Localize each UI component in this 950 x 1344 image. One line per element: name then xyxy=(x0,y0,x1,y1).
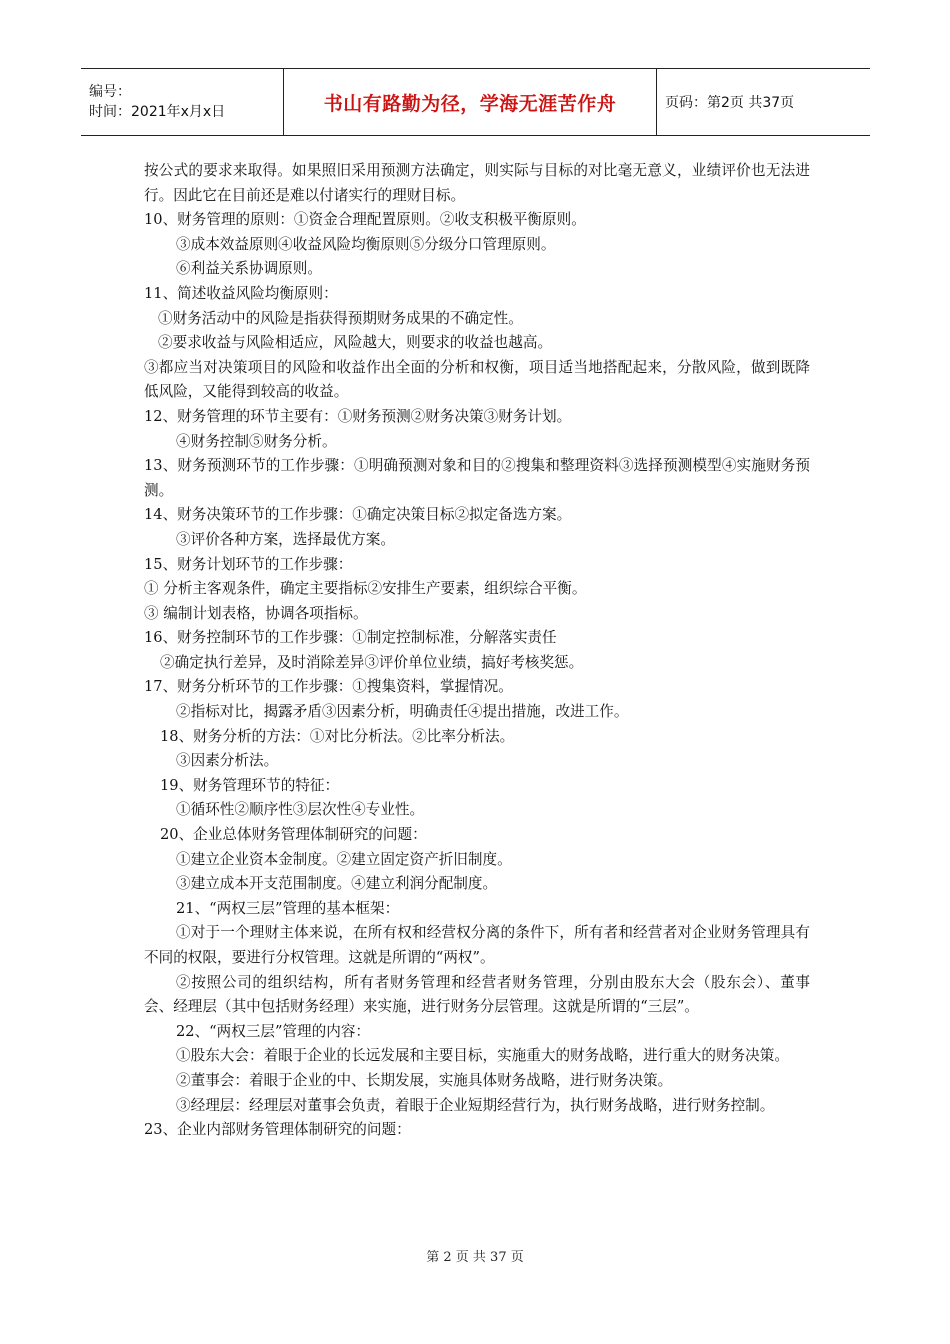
text-line: ①股东大会：着眼于企业的长远发展和主要目标，实施重大的财务战略，进行重大的财务决策。 xyxy=(176,1047,789,1065)
text-line: ③都应当对决策项目的风险和收益作出全面的分析和权衡，项目适当地搭配起来，分散风险，做到既降低风险，又能得到较高的收益。 xyxy=(144,358,810,401)
text-line: 22、“两权三层”管理的内容： xyxy=(176,1022,371,1040)
header-right-cell xyxy=(657,69,870,135)
header-left-cell xyxy=(81,69,283,135)
text-line: 23、企业内部财务管理体制研究的问题： xyxy=(144,1121,411,1139)
page-info: 页码：第2页 共37页 xyxy=(665,95,795,111)
text-line: ③经理层：经理层对董事会负责，着眼于企业短期经营行为，执行财务战略，进行财务控制。 xyxy=(176,1096,775,1114)
text-line: ②指标对比，揭露矛盾③因素分析，明确责任④提出措施，改进工作。 xyxy=(176,703,629,721)
text-line: 20、企业总体财务管理体制研究的问题： xyxy=(160,826,427,844)
text-line: ①财务活动中的风险是指获得预期财务成果的不确定性。 xyxy=(158,309,523,327)
text-line: 10、财务管理的原则：①资金合理配置原则。②收支积极平衡原则。 xyxy=(144,211,586,229)
text-line: ③因素分析法。 xyxy=(176,752,279,770)
text-line: ③成本效益原则④收益风险均衡原则⑤分级分口管理原则。 xyxy=(176,235,556,253)
text-line: 12、财务管理的环节主要有：①财务预测②财务决策③财务计划。 xyxy=(144,407,572,425)
text-line: ①循环性②顺序性③层次性④专业性。 xyxy=(176,801,425,819)
header-middle-cell xyxy=(283,69,657,135)
text-line: ③ 编制计划表格，协调各项指标。 xyxy=(144,604,368,622)
text-line: ④财务控制⑤财务分析。 xyxy=(176,432,337,450)
text-line: 21、“两权三层”管理的基本框架： xyxy=(176,899,400,917)
text-line: 15、财务计划环节的工作步骤： xyxy=(144,555,353,573)
text-line: 11、简述收益风险均衡原则： xyxy=(144,284,338,302)
text-line: ②按照公司的组织结构，所有者财务管理和经营者财务管理，分别由股东大会（股东会）、董事会、经理层（其中包括财务经理）来实施，进行财务分层管理。这就是所谓的“三层”。 xyxy=(144,973,810,1016)
text-line: 19、财务管理环节的特征： xyxy=(160,776,340,794)
time-label: 时间：2021年x月x日 xyxy=(89,104,226,120)
text-line: ③建立成本开支范围制度。④建立利润分配制度。 xyxy=(176,875,498,893)
text-line: ②确定执行差异，及时消除差异③评价单位业绩，搞好考核奖惩。 xyxy=(160,653,584,671)
text-line: 16、财务控制环节的工作步骤：①制定控制标准，分解落实责任 xyxy=(144,629,557,647)
text-line: ②董事会：着眼于企业的中、长期发展，实施具体财务战略，进行财务决策。 xyxy=(176,1071,673,1089)
text-line: 14、财务决策环节的工作步骤：①确定决策目标②拟定备选方案。 xyxy=(144,506,572,524)
text-line: ①对于一个理财主体来说，在所有权和经营权分离的条件下，所有者和经营者对企业财务管理具有不同的权限，要进行分权管理。这就是所谓的“两权”。 xyxy=(144,924,810,966)
page-footer: 第 2 页 共 37 页 xyxy=(426,1250,524,1265)
text-line: 按公式的要求来取得。如果照旧采用预测方法确定，则实际与目标的对比毫无意义，业绩评价也无法进行。因此它在目前还是难以付诸实行的理财目标。 xyxy=(144,162,810,204)
page-header xyxy=(81,68,870,136)
text-line: 17、财务分析环节的工作步骤：①搜集资料，掌握情况。 xyxy=(144,678,513,696)
serial-label: 编号： xyxy=(89,84,131,100)
document-body xyxy=(144,159,810,1143)
text-line: 18、财务分析的方法：①对比分析法。②比率分析法。 xyxy=(160,727,515,745)
text-line: ⑥利益关系协调原则。 xyxy=(176,260,322,278)
text-line: ①建立企业资本金制度。②建立固定资产折旧制度。 xyxy=(176,850,512,868)
text-line: ① 分析主客观条件，确定主要指标②安排生产要素，组织综合平衡。 xyxy=(144,580,587,598)
text-line: ②要求收益与风险相适应，风险越大，则要求的收益也越高。 xyxy=(158,334,553,352)
text-line: ③评价各种方案，选择最优方案。 xyxy=(176,530,395,548)
text-line: 13、财务预测环节的工作步骤：①明确预测对象和目的②搜集和整理资料③选择预测模型④实施财务预测。 xyxy=(144,457,810,499)
header-motto: 书山有路勤为径，学海无涯苦作舟 xyxy=(323,92,617,115)
